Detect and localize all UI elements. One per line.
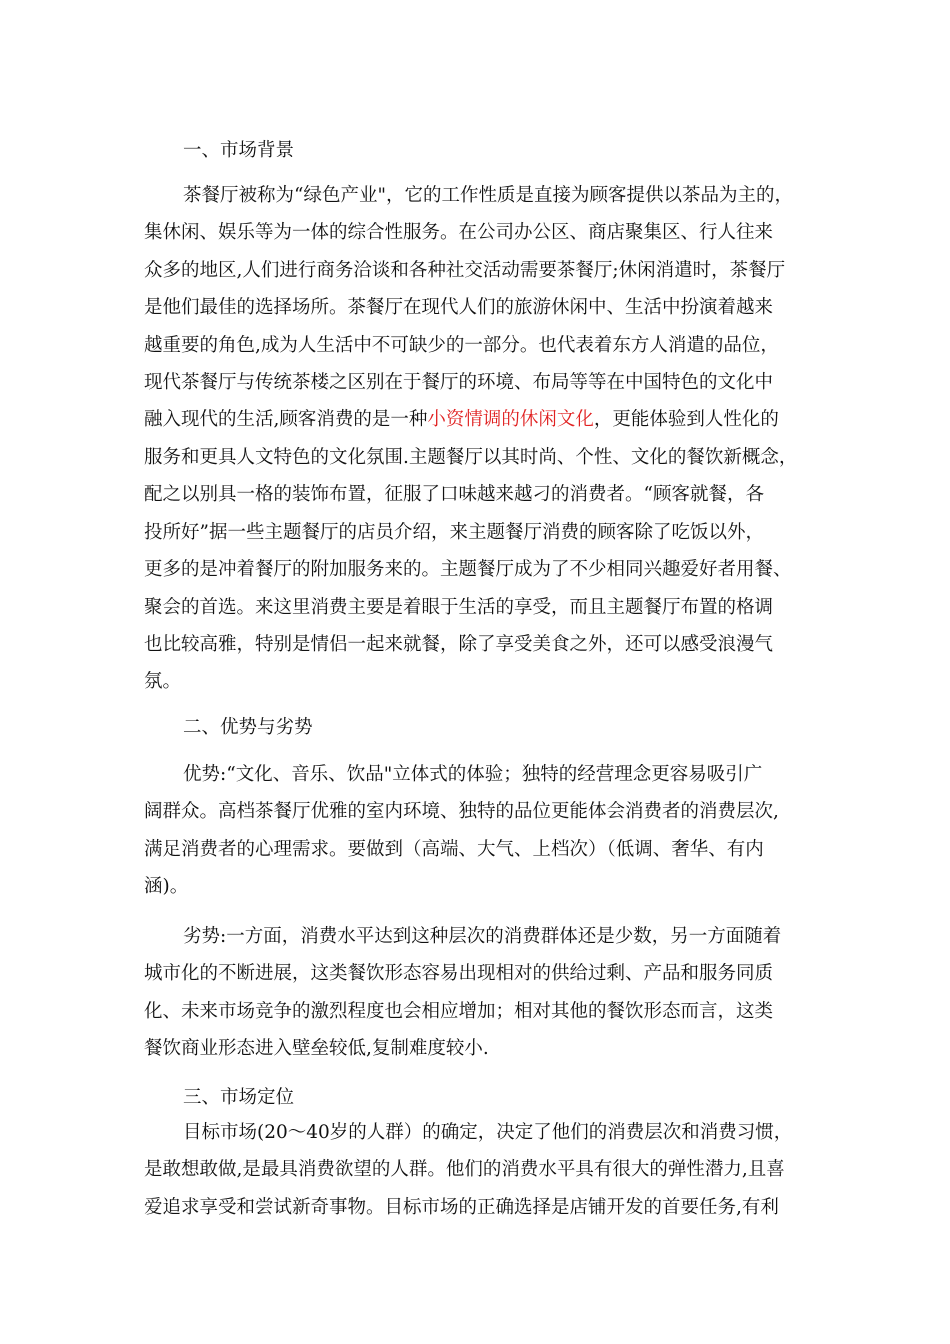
paragraph-line: 爱追求享受和尝试新奇事物。目标市场的正确选择是店铺开发的首要任务,有利 — [144, 1197, 779, 1218]
paragraph-line: 氛。 — [144, 671, 182, 692]
paragraph-line: 越重要的角色,成为人生活中不可缺少的一部分。也代表着东方人消遣的品位， — [144, 335, 779, 356]
paragraph-line: 优势:“文化、音乐、饮品"立体式的体验；独特的经营理念更容易吸引广 — [183, 764, 763, 785]
paragraph-line: 是他们最佳的选择场所。茶餐厅在现代人们的旅游休闲中、生活中扮演着越来 — [144, 297, 774, 318]
paragraph-line: 餐饮商业形态进入壁垒较低,复制难度较小. — [144, 1038, 489, 1059]
text-run: 融入现代的生活,顾客消费的是一种 — [144, 409, 428, 430]
paragraph-line: 配之以别具一格的装饰布置，征服了口味越来越刁的消费者。“顾客就餐，各 — [144, 484, 764, 505]
paragraph-line: 投所好”据一些主题餐厅的店员介绍，来主题餐厅消费的顾客除了吃饭以外， — [144, 522, 764, 543]
paragraph-line: 化、未来市场竞争的激烈程度也会相应增加；相对其他的餐饮形态而言，这类 — [144, 1001, 774, 1022]
paragraph-line: 也比较高雅，特别是情侣一起来就餐，除了享受美食之外，还可以感受浪漫气 — [144, 634, 774, 655]
highlighted-phrase: 小资情调的休闲文化 — [427, 409, 594, 430]
section-heading-market-background: 一、市场背景 — [183, 140, 295, 161]
paragraph-line-highlighted — [144, 408, 779, 432]
paragraph-line: 阔群众。高档茶餐厅优雅的室内环境、独特的品位更能体会消费者的消费层次, — [144, 801, 779, 822]
section-heading-market-positioning: 三、市场定位 — [183, 1087, 295, 1108]
paragraph-line: 聚会的首选。来这里消费主要是着眼于生活的享受，而且主题餐厅布置的格调 — [144, 597, 774, 618]
paragraph-line: 涵)。 — [144, 876, 189, 897]
paragraph-line: 目标市场(20～40岁的人群）的确定，决定了他们的消费层次和消费习惯， — [183, 1122, 793, 1143]
paragraph-line: 服务和更具人文特色的文化氛围.主题餐厅以其时尚、个性、文化的餐饮新概念， — [144, 447, 798, 468]
paragraph-line: 集休闲、娱乐等为一体的综合性服务。在公司办公区、商店聚集区、行人往来 — [144, 222, 774, 243]
paragraph-line: 劣势:一方面，消费水平达到这种层次的消费群体还是少数，另一方面随着 — [183, 926, 782, 947]
paragraph-line: 众多的地区,人们进行商务洽谈和各种社交活动需要茶餐厅;休闲消遣时，茶餐厅 — [144, 260, 786, 281]
paragraph-line: 茶餐厅被称为“绿色产业"，它的工作性质是直接为顾客提供以茶品为主的， — [183, 185, 793, 206]
paragraph-line: 城市化的不断进展，这类餐饮形态容易出现相对的供给过剩、产品和服务同质 — [144, 963, 774, 984]
paragraph-line: 现代茶餐厅与传统茶楼之区别在于餐厅的环境、布局等等在中国特色的文化中 — [144, 372, 774, 393]
paragraph-line: 满足消费者的心理需求。要做到（高端、大气、上档次）（低调、奢华、有内 — [144, 839, 764, 860]
text-run: ，更能体验到人性化的 — [593, 409, 779, 430]
section-heading-strengths-weaknesses: 二、优势与劣势 — [183, 717, 313, 738]
paragraph-line: 是敢想敢做,是最具消费欲望的人群。他们的消费水平具有很大的弹性潜力,且喜 — [144, 1159, 785, 1180]
paragraph-line: 更多的是冲着餐厅的附加服务来的。主题餐厅成为了不少相同兴趣爱好者用餐、 — [144, 559, 792, 580]
